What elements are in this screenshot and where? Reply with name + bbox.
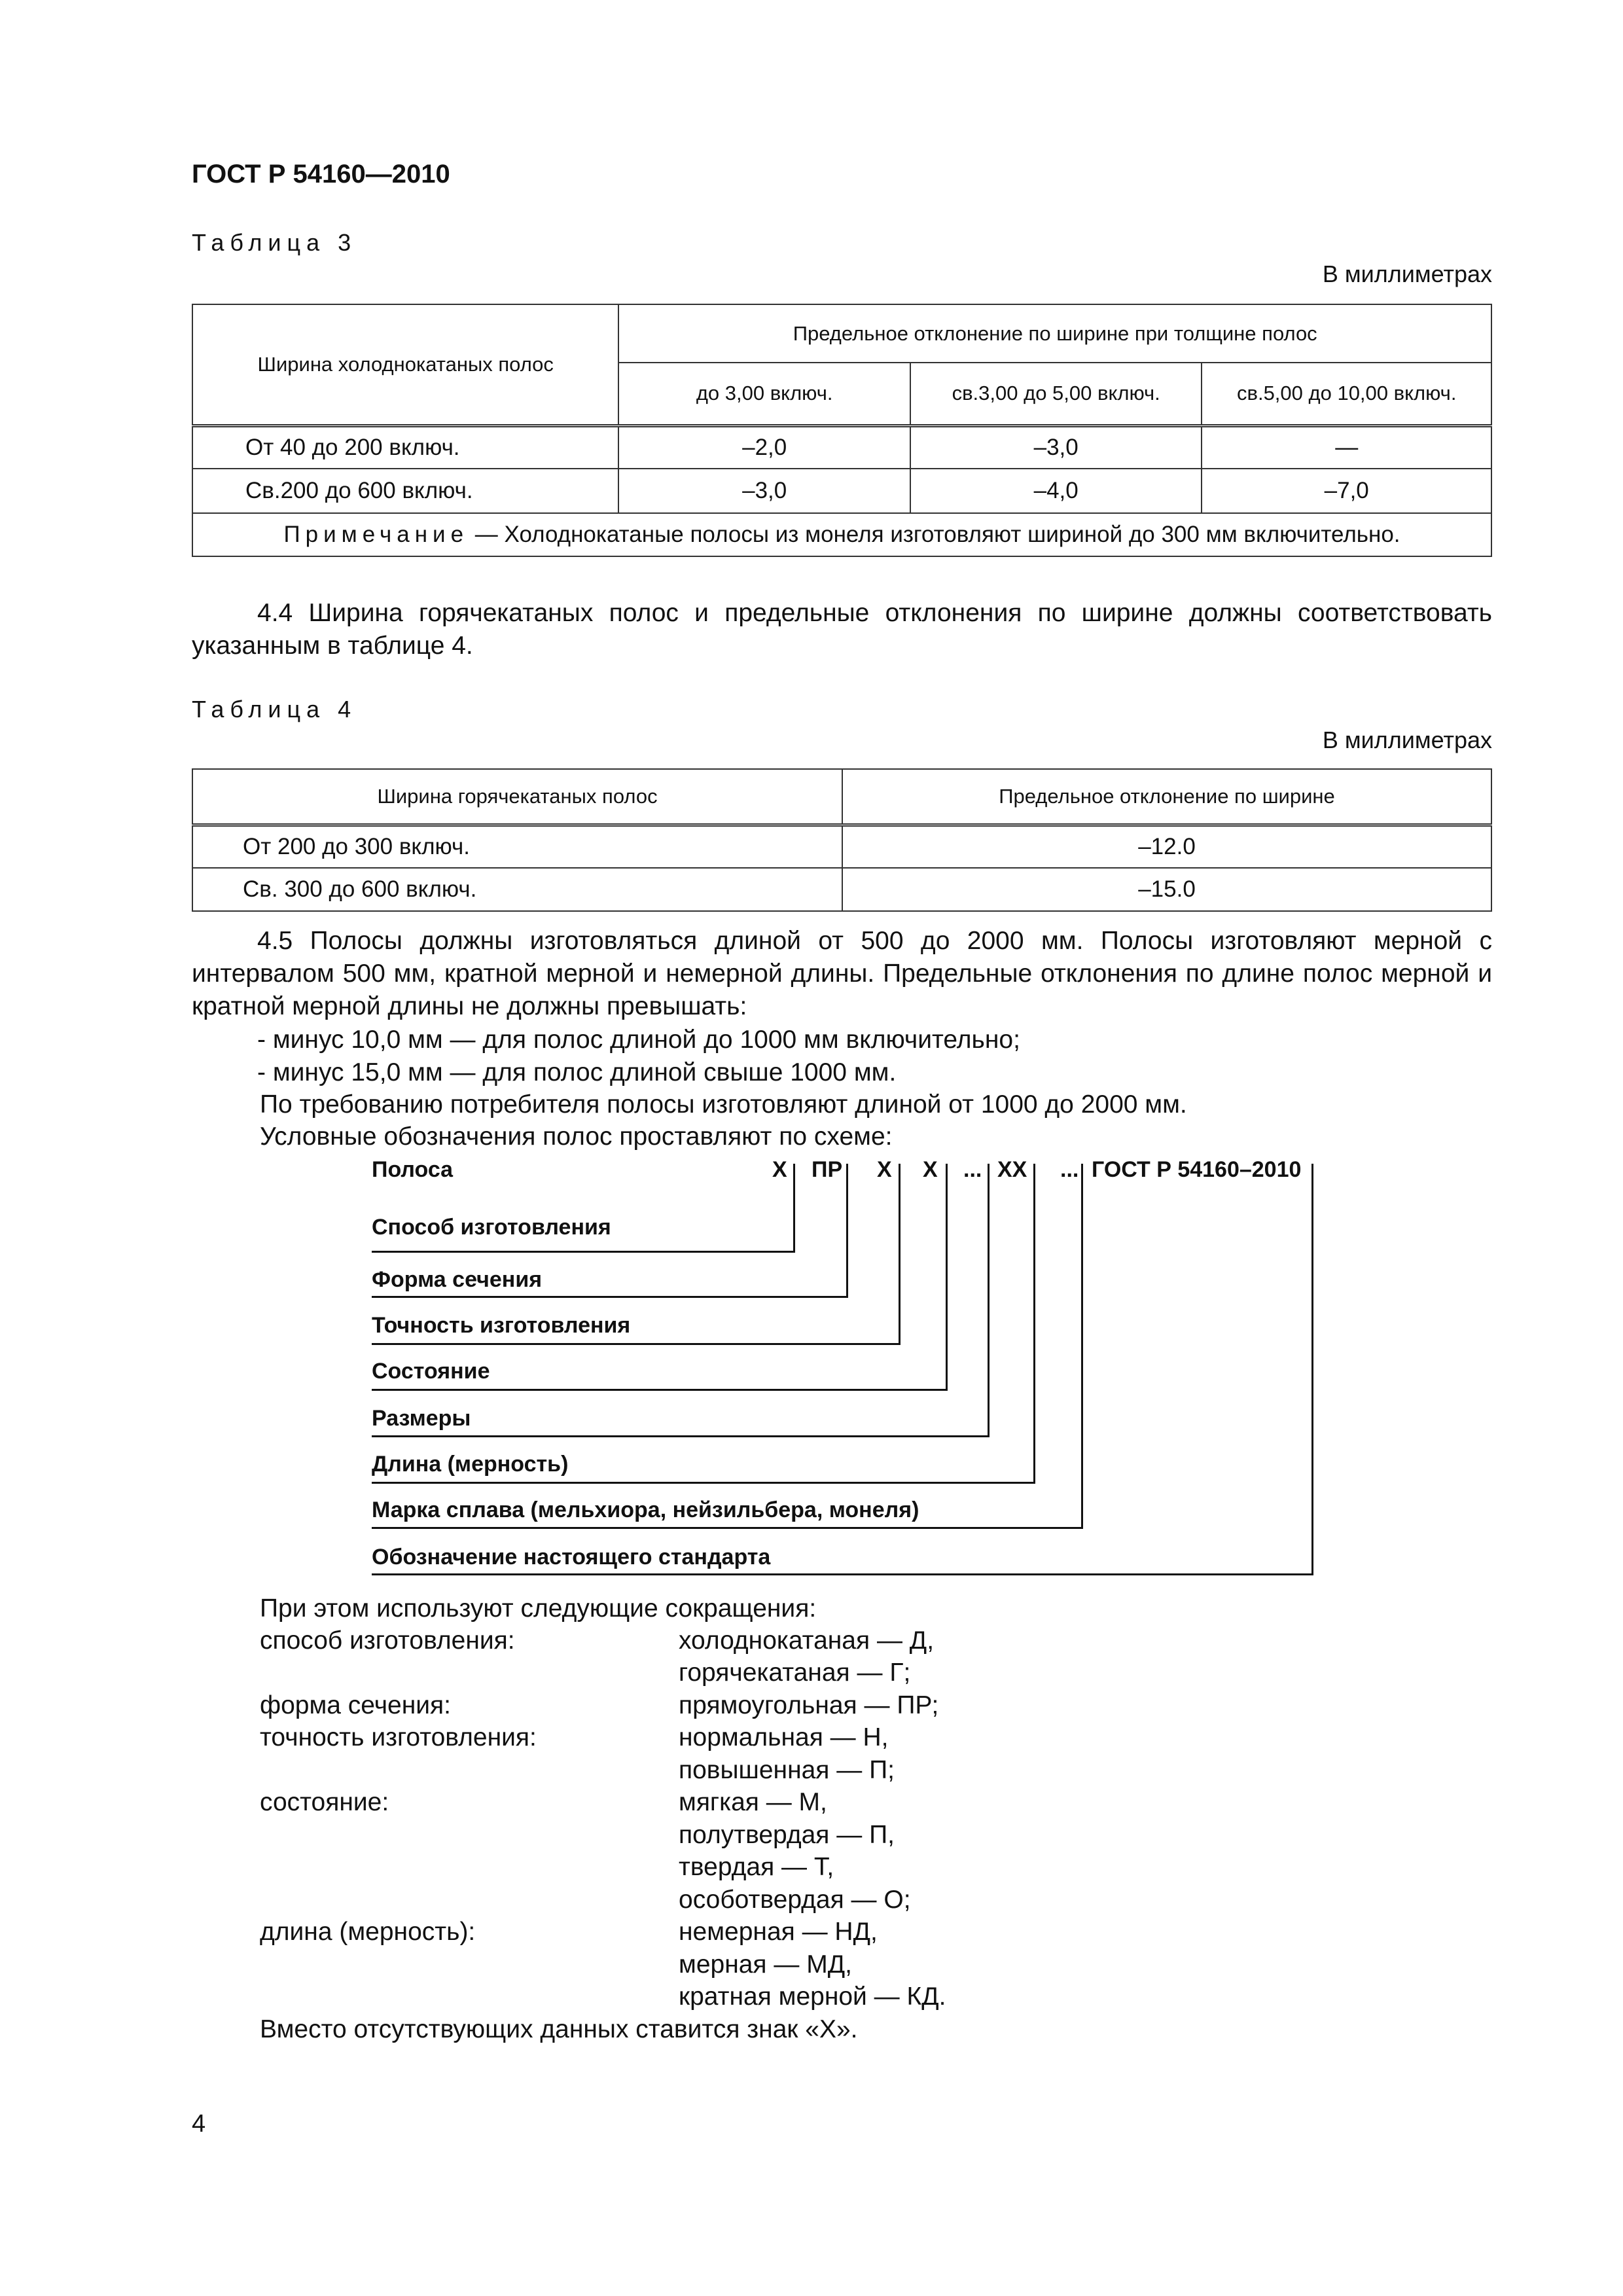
connector-line	[846, 1164, 848, 1298]
scheme-code: ...	[1060, 1157, 1079, 1182]
table-row	[192, 425, 1491, 469]
connector-line	[372, 1573, 1313, 1575]
paragraph-4-5: 4.5 Полосы должны изготовляться длиной от 500 до 2000 мм. Полосы изготовляют мерной с интервалом 500 мм, кратной мерной и немерной длины. Предельные отклонения по длине полос мерной и кратной мерной длины не должны превышать:	[192, 927, 1492, 1020]
abbr-value: холоднокатаная — Д,	[679, 1626, 935, 1655]
table3-group-header: Предельное отклонение по ширине при толщине полос	[618, 304, 1491, 363]
abbr-term: точность изготовления:	[260, 1723, 537, 1751]
abbr-term: форма сечения:	[260, 1691, 451, 1719]
scheme-label: Обозначение настоящего стандарта	[372, 1545, 771, 1570]
scheme-label: Точность изготовления	[372, 1313, 631, 1338]
paragraph-line: По требованию потребителя полосы изготовляют длиной от 1000 до 2000 мм.	[260, 1090, 1187, 1119]
table3-note	[192, 513, 1491, 556]
connector-line	[372, 1296, 848, 1298]
connector-line	[372, 1482, 1035, 1484]
abbr-value: повышенная — П;	[679, 1756, 895, 1784]
table3-units: В миллиметрах	[1322, 260, 1492, 287]
document-header: ГОСТ Р 54160—2010	[192, 160, 450, 188]
table3-subheader: св.5,00 до 10,00 включ.	[1202, 363, 1491, 425]
abbr-value: мягкая — М,	[679, 1788, 827, 1816]
scheme-label: Форма сечения	[372, 1267, 543, 1292]
abbr-term: длина (мерность):	[260, 1918, 476, 1946]
scheme-code: Х	[877, 1157, 892, 1182]
table4-value-cell: –12.0	[842, 825, 1491, 868]
scheme-label: Длина (мерность)	[372, 1452, 569, 1477]
paragraph-4-4: 4.4 Ширина горячекатаных полос и предельные отклонения по ширине должны соответствовать указанным в таблице 4.	[192, 599, 1492, 660]
scheme-code: ХХ	[997, 1157, 1027, 1182]
table4	[192, 768, 1492, 912]
list-item: - минус 15,0 мм — для полос длиной свыше 1000 мм.	[257, 1058, 897, 1086]
table-row	[192, 825, 1491, 868]
abbr-value: прямоугольная — ПР;	[679, 1691, 939, 1719]
table3-col1-header: Ширина холоднокатаных полос	[192, 304, 618, 425]
scheme-label: Марка сплава (мельхиора, нейзильбера, монеля)	[372, 1498, 919, 1522]
abbreviations-outro: Вместо отсутствующих данных ставится знак «Х».	[260, 2015, 858, 2043]
abbr-value: твердая — Т,	[679, 1853, 834, 1881]
scheme-standard-code: ГОСТ Р 54160–2010	[1092, 1157, 1302, 1182]
connector-line	[1081, 1164, 1083, 1529]
scheme-code: ...	[963, 1157, 982, 1182]
paragraph-line: Условные обозначения полос проставляют по схеме:	[260, 1122, 893, 1151]
table4-width-cell: От 200 до 300 включ.	[192, 825, 842, 868]
note-label: Примечание	[283, 522, 469, 547]
table3-value-cell: –3,0	[910, 425, 1202, 469]
scheme-top-label: Полоса	[372, 1157, 454, 1182]
connector-line	[1311, 1164, 1313, 1575]
table3-value-cell: –7,0	[1202, 469, 1491, 513]
connector-line	[988, 1164, 990, 1437]
scheme-label: Способ изготовления	[372, 1215, 611, 1240]
connector-line	[372, 1343, 901, 1345]
connector-line	[1033, 1164, 1035, 1484]
scheme-label: Размеры	[372, 1406, 471, 1431]
page-number: 4	[192, 2110, 206, 2138]
abbr-term: состояние:	[260, 1788, 389, 1816]
table3-width-cell: От 40 до 200 включ.	[192, 425, 618, 469]
table3-value-cell: –4,0	[910, 469, 1202, 513]
scheme-label: Состояние	[372, 1359, 490, 1384]
scheme-code: ПР	[812, 1157, 843, 1182]
table4-caption: Таблица 4	[192, 696, 357, 723]
table3	[192, 304, 1492, 557]
table3-value-cell: —	[1202, 425, 1491, 469]
table3-value-cell: –3,0	[618, 469, 910, 513]
abbr-value: нормальная — Н,	[679, 1723, 889, 1751]
list-item: - минус 10,0 мм — для полос длиной до 1000 мм включительно;	[257, 1026, 1020, 1054]
abbr-term: способ изготовления:	[260, 1626, 515, 1655]
connector-line	[372, 1527, 1083, 1529]
abbr-value: полутвердая — П,	[679, 1821, 895, 1849]
table3-subheader: до 3,00 включ.	[618, 363, 910, 425]
table3-caption: Таблица 3	[192, 229, 357, 256]
table4-width-cell: Св. 300 до 600 включ.	[192, 868, 842, 911]
abbr-value: мерная — МД,	[679, 1950, 852, 1979]
abbr-value: кратная мерной — КД.	[679, 1982, 946, 2011]
abbr-value: горячекатаная — Г;	[679, 1659, 911, 1687]
scheme-code: Х	[923, 1157, 938, 1182]
connector-line	[372, 1389, 948, 1391]
connector-line	[372, 1435, 990, 1437]
connector-line	[372, 1251, 795, 1253]
table3-subheader: св.3,00 до 5,00 включ.	[910, 363, 1202, 425]
scheme-code: Х	[772, 1157, 787, 1182]
connector-line	[899, 1164, 901, 1345]
abbreviations-intro: При этом используют следующие сокращения:	[260, 1594, 817, 1623]
table3-value-cell: –2,0	[618, 425, 910, 469]
table4-units: В миллиметрах	[1322, 726, 1492, 753]
note-text: — Холоднокатаные полосы из монеля изготовляют шириной до 300 мм включительно.	[469, 522, 1400, 547]
table-row	[192, 868, 1491, 911]
connector-line	[946, 1164, 948, 1391]
abbr-value: немерная — НД,	[679, 1918, 878, 1946]
abbr-value: особотвердая — О;	[679, 1886, 911, 1914]
table-row	[192, 469, 1491, 513]
table4-col2-header: Предельное отклонение по ширине	[842, 769, 1491, 825]
table3-width-cell: Св.200 до 600 включ.	[192, 469, 618, 513]
table4-value-cell: –15.0	[842, 868, 1491, 911]
connector-line	[793, 1164, 795, 1253]
table4-col1-header: Ширина горячекатаных полос	[192, 769, 842, 825]
